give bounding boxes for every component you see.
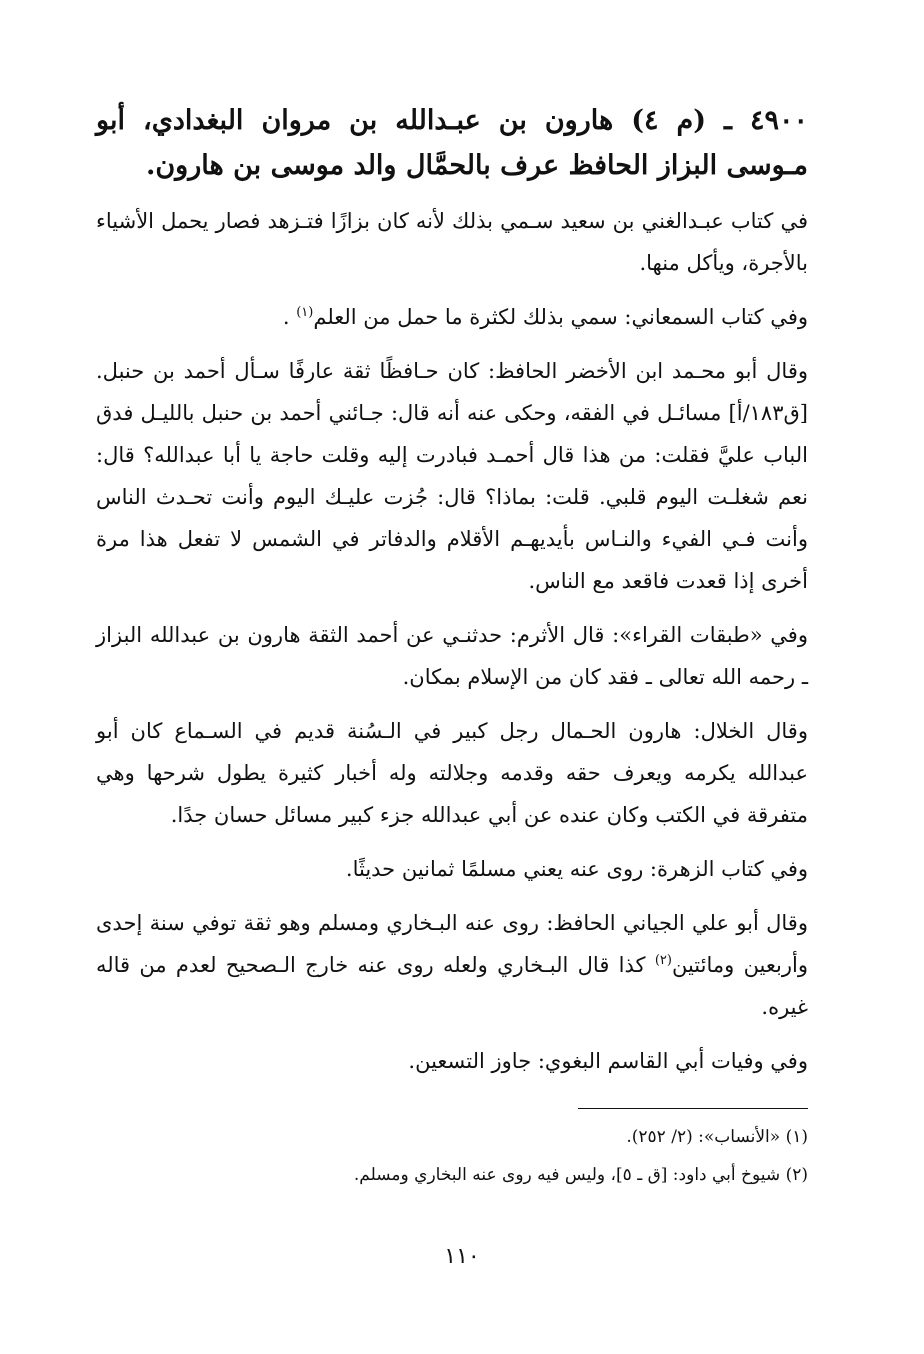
paragraph-aljayyani-text: وقال أبو علي الجياني الحافظ: روى عنه البـخاري ومسلم وهو ثقة توفي سنة إحدى وأربعين ومائتين	[96, 911, 808, 977]
paragraph-samaani-text: وفي كتاب السمعاني: سمي بذلك لكثرة ما حمل من العلم	[313, 305, 808, 329]
paragraph-aljayyani-continuation: كذا قال البـخاري ولعله روى عنه خارج الـصحيح لعدم من قاله غيره.	[96, 953, 808, 1019]
footnotes	[96, 1124, 808, 1200]
paragraph-alzahra: وفي كتاب الزهرة: روى عنه يعني مسلمًا ثمانين حديثًا.	[345, 857, 808, 881]
footnote-divider	[578, 1108, 808, 1109]
paragraph-samaani-period: .	[282, 305, 290, 329]
paragraph-ibn-alakhdar: وقال أبو محـمد ابن الأخضر الحافظ: كان حـافظًا ثقة عارفًا سـأل أحمد بن حنبل. [ق١٨٣/أ] مسائـل في الفقه، وحكى عنه أنه قال: جـائني أحمد بن حنبل بالليـل فدق الباب عليَّ فقلت: من هذا قال أحمـد فبادرت إليه وقلت حاجة يا أبا عبدالله؟ قال: نعم شغلـت اليوم قلبي. قلت: بماذا؟ قال: جُزت عليـك اليوم وأنت تحـدث الناس وأنت فـي الفيء والنـاس بأيديهـم الأقلام والدفاتر في الشمس لا تفعل هذا مرة أخرى إذا قعدت فاقعد مع الناس.	[96, 359, 808, 593]
paragraph-alkhallal: وقال الخلال: هارون الحـمال رجل كبير في الـسُنة قديم في السـماع كان أبو عبدالله يكرمه ويعرف حقه وقدمه وجلالته وله أخبار كثيرة يطول شرحها وهي متفرقة في الكتب وكان عنده عن أبي عبدالله جزء كبير مسائل حسان جدًا.	[96, 719, 808, 827]
paragraph-abdulghani: في كتاب عبـدالغني بن سعيد سـمي بذلك لأنه كان بزازًا فتـزهد فصار يحمل الأشياء بالأجرة، ويأكل منها.	[96, 209, 808, 275]
page-number: ١١٠	[444, 1244, 480, 1269]
entry-heading: ٤٩٠٠ ـ (م ٤) هارون بن عبـدالله بن مروان البغدادي، أبو مـوسى البزاز الحافظ عرف بالحمَّال والد موسى بن هارون.	[96, 105, 808, 181]
paragraph-albaghawi: وفي وفيات أبي القاسم البغوي: جاوز التسعين.	[408, 1049, 808, 1073]
footnote-ref-2: (٢)	[654, 953, 672, 968]
page-body	[96, 98, 808, 1090]
footnote-1: (١) «الأنساب»: (٢/ ٢٥٢).	[626, 1127, 808, 1147]
footnote-2: (٢) شيوخ أبي داود: [ق ـ ٥]، وليس فيه روى عنه البخاري ومسلم.	[353, 1165, 808, 1185]
paragraph-aljayyani	[96, 902, 808, 1028]
paragraph-samaani	[96, 296, 808, 338]
footnote-ref-1: (١)	[296, 305, 314, 320]
paragraph-tabaqat-alqurra: وفي «طبقات القراء»: قال الأثرم: حدثنـي عن أحمد الثقة هارون بن عبدالله البزاز ـ رحمه الله تعالى ـ فقد كان من الإسلام بمكان.	[96, 623, 808, 689]
